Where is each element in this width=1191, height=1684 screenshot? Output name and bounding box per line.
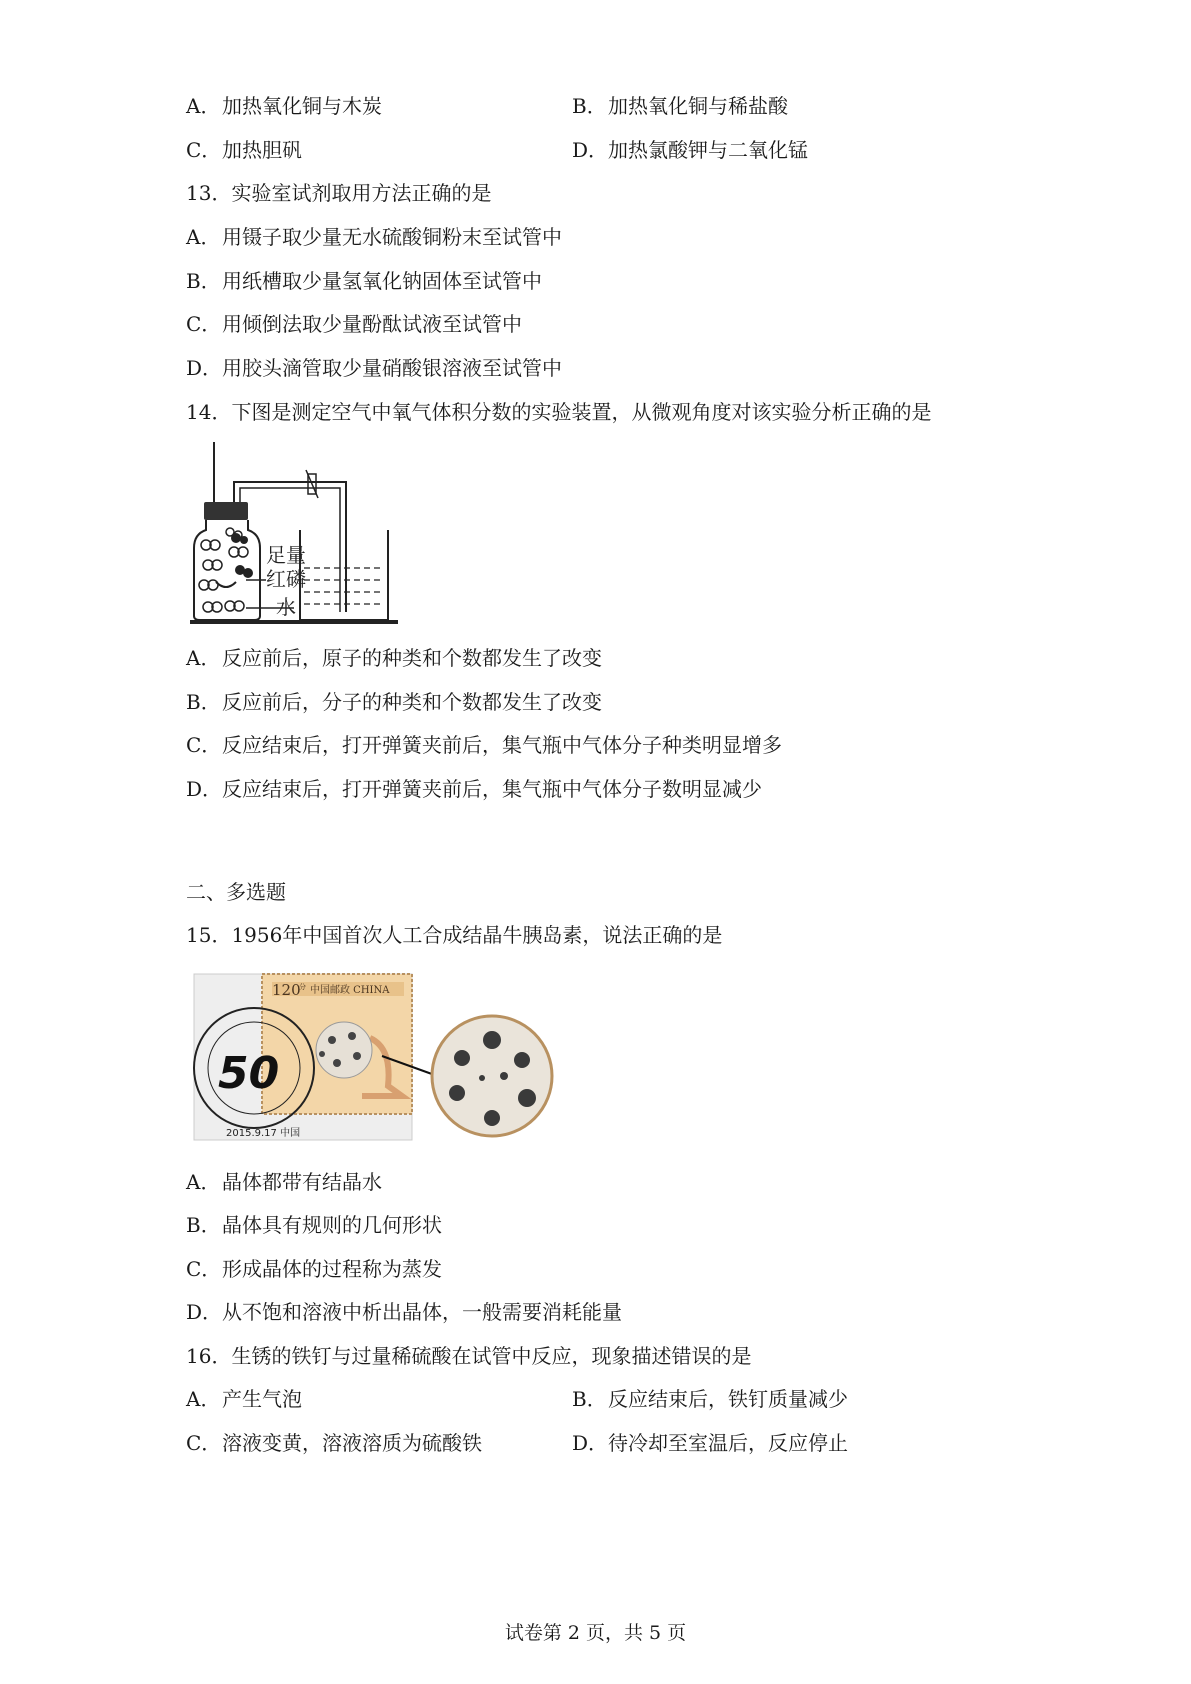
q16-option-c: C．溶液变黄，溶液溶质为硫酸铁 <box>186 1431 482 1455</box>
postmark-date: 2015.9.17 中国 <box>226 1128 301 1139</box>
combustion-spoon <box>216 582 236 587</box>
q15-option-d: D．从不饱和溶液中析出晶体，一般需要消耗能量 <box>186 1300 622 1324</box>
q14-option-c: C．反应结束后，打开弹簧夹前后，集气瓶中气体分子种类明显增多 <box>186 733 782 757</box>
beaker <box>300 530 388 620</box>
q15-option-a: A．晶体都带有结晶水 <box>186 1170 382 1194</box>
black-molecules <box>231 533 253 578</box>
q13-option-a: A．用镊子取少量无水硫酸铜粉末至试管中 <box>186 225 562 249</box>
q12-option-b: B．加热氧化铜与稀盐酸 <box>572 94 788 118</box>
q14-option-a: A．反应前后，原子的种类和个数都发生了改变 <box>186 646 602 670</box>
stamp-value: 120 <box>272 981 301 999</box>
q16-option-b: B．反应结束后，铁钉质量减少 <box>572 1387 848 1411</box>
q16-option-d: D．待冷却至室温后，反应停止 <box>572 1431 848 1455</box>
q12-option-c: C．加热胆矾 <box>186 138 302 162</box>
q16-option-a: A．产生气泡 <box>186 1387 302 1411</box>
q13-option-b: B．用纸槽取少量氢氧化钠固体至试管中 <box>186 269 542 293</box>
postmark-number: 50 <box>218 1048 280 1099</box>
q14-stem: 14．下图是测定空气中氧气体积分数的实验装置，从微观角度对该实验分析正确的是 <box>186 400 932 424</box>
q14-option-b: B．反应前后，分子的种类和个数都发生了改变 <box>186 690 602 714</box>
label-water: 水 <box>276 595 296 619</box>
q13-stem: 13．实验室试剂取用方法正确的是 <box>186 181 492 205</box>
q15-option-c: C．形成晶体的过程称为蒸发 <box>186 1257 442 1281</box>
stamp-post: 中国邮政 CHINA <box>310 985 390 996</box>
q13-option-c: C．用倾倒法取少量酚酞试液至试管中 <box>186 312 522 336</box>
insulin-stamp-figure <box>192 968 554 1146</box>
page-footer: 试卷第 2 页，共 5 页 <box>504 1622 687 1644</box>
svg-text:分: 分 <box>299 983 306 991</box>
label-red-phosphorus: 红磷 <box>266 567 306 591</box>
q12-option-d: D．加热氯酸钾与二氧化锰 <box>572 138 808 162</box>
q16-stem: 16．生锈的铁钉与过量稀硫酸在试管中反应，现象描述错误的是 <box>186 1344 752 1368</box>
label-sufficient: 足量 <box>266 543 306 567</box>
q14-option-d: D．反应结束后，打开弹簧夹前后，集气瓶中气体分子数明显减少 <box>186 777 762 801</box>
q15-stem: 15．1956年中国首次人工合成结晶牛胰岛素，说法正确的是 <box>186 923 723 947</box>
section-title: 二、多选题 <box>186 880 286 904</box>
stamp-crystal-circle <box>316 1022 372 1078</box>
bottle-stopper <box>204 502 248 520</box>
oxygen-apparatus-figure <box>188 440 403 635</box>
q12-option-a: A．加热氧化铜与木炭 <box>186 94 382 118</box>
q13-option-d: D．用胶头滴管取少量硝酸银溶液至试管中 <box>186 356 562 380</box>
q15-option-b: B．晶体具有规则的几何形状 <box>186 1213 442 1237</box>
water-level <box>304 568 384 604</box>
